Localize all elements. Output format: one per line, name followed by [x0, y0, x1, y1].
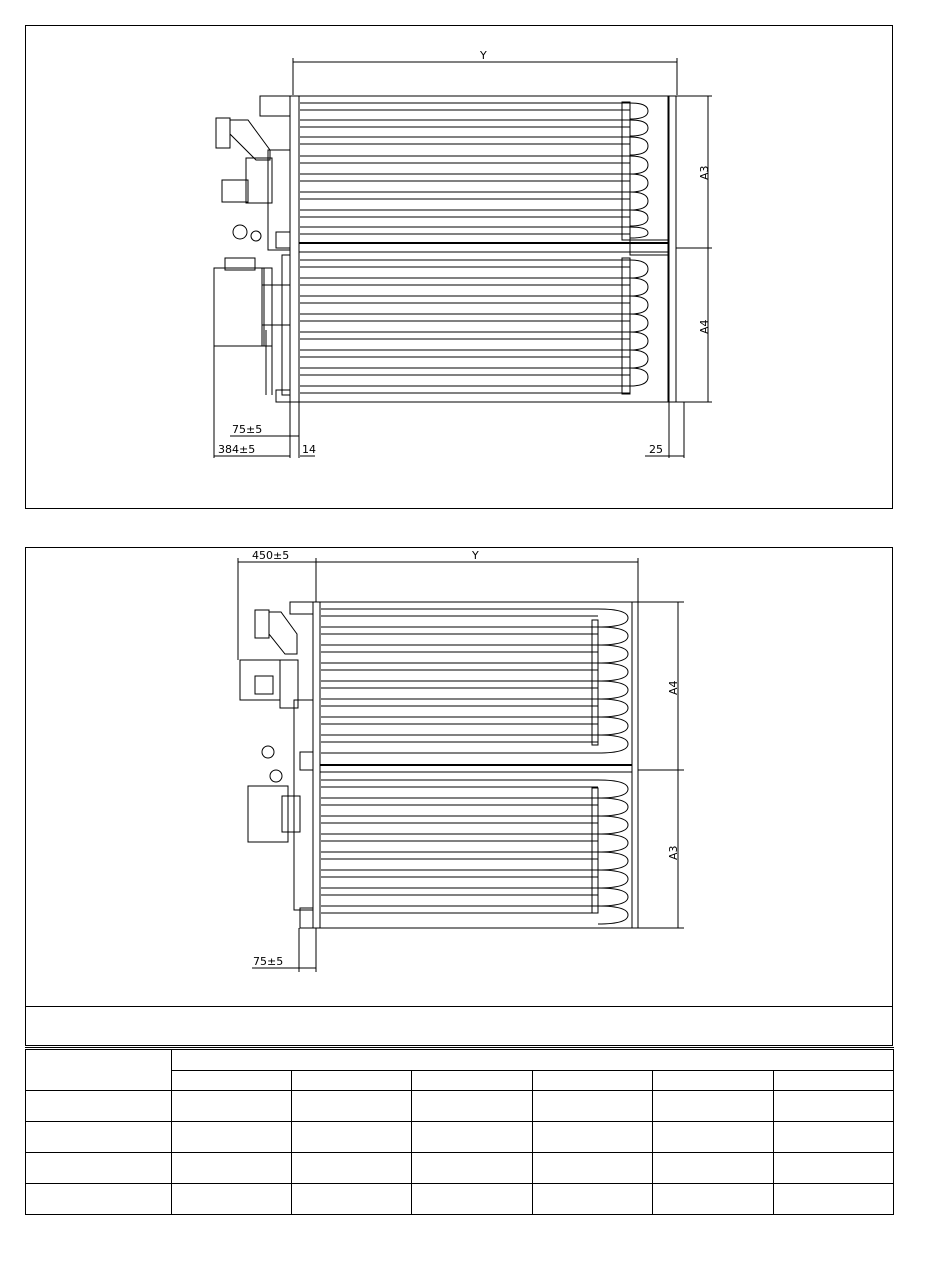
table-header-row [26, 1049, 894, 1071]
top-dim-75-label: 75±5 [232, 423, 263, 436]
bottom-boiler-drawing [0, 540, 950, 980]
table-cell [172, 1122, 292, 1153]
table-cell [774, 1184, 894, 1215]
table-cell [774, 1153, 894, 1184]
bottom-dim-75-label: 75±5 [253, 955, 284, 968]
table-cell [533, 1122, 653, 1153]
table-column-header [533, 1070, 653, 1090]
table-cell [412, 1184, 533, 1215]
table-cell [412, 1122, 533, 1153]
top-boiler-drawing [0, 0, 950, 520]
table-column-header [774, 1070, 894, 1090]
front-plate [290, 96, 299, 402]
top-dim-a3-label: A3 [698, 165, 711, 180]
table-cell [172, 1153, 292, 1184]
table-cell [653, 1122, 774, 1153]
table-cell [26, 1184, 172, 1215]
table-row [26, 1122, 894, 1153]
bottom-dim-450-label: 450±5 [252, 549, 290, 562]
table-cell [653, 1184, 774, 1215]
table-group-header [172, 1049, 894, 1071]
dimensions-table [25, 1047, 894, 1215]
table-cell [292, 1122, 412, 1153]
table-row [26, 1091, 894, 1122]
table-column-header [653, 1070, 774, 1090]
table-cell [172, 1184, 292, 1215]
bottom-dim-a3-label: A3 [667, 845, 680, 860]
table-column-header [412, 1070, 533, 1090]
top-dim-y-label: Y [480, 49, 487, 62]
table-cell [412, 1091, 533, 1122]
top-dim-384-label: 384±5 [218, 443, 256, 456]
table-column-header [292, 1070, 412, 1090]
bottom-dim-y-label: Y [472, 549, 479, 562]
table-cell [533, 1153, 653, 1184]
table-cell [292, 1153, 412, 1184]
table-row [26, 1184, 894, 1215]
table-cell [292, 1091, 412, 1122]
caption-box [25, 1006, 893, 1046]
table-cell [653, 1091, 774, 1122]
bottom-dim-a4-label: A4 [667, 680, 680, 695]
table-cell [26, 1091, 172, 1122]
top-burner-box [214, 268, 264, 346]
table-cell [533, 1184, 653, 1215]
table-header-cell [26, 1049, 172, 1091]
table-cell [26, 1122, 172, 1153]
table-column-header [172, 1070, 292, 1090]
table-row [26, 1153, 894, 1184]
table-cell [774, 1122, 894, 1153]
top-dim-a4-label: A4 [698, 319, 711, 334]
table-cell [774, 1091, 894, 1122]
table-cell [653, 1153, 774, 1184]
table-cell [172, 1091, 292, 1122]
boiler-body [299, 96, 669, 402]
table-cell [412, 1153, 533, 1184]
table-cell [292, 1184, 412, 1215]
table-cell [26, 1153, 172, 1184]
top-dim-25-label: 25 [649, 443, 663, 456]
top-dim-14-label: 14 [302, 443, 316, 456]
table-cell [533, 1091, 653, 1122]
